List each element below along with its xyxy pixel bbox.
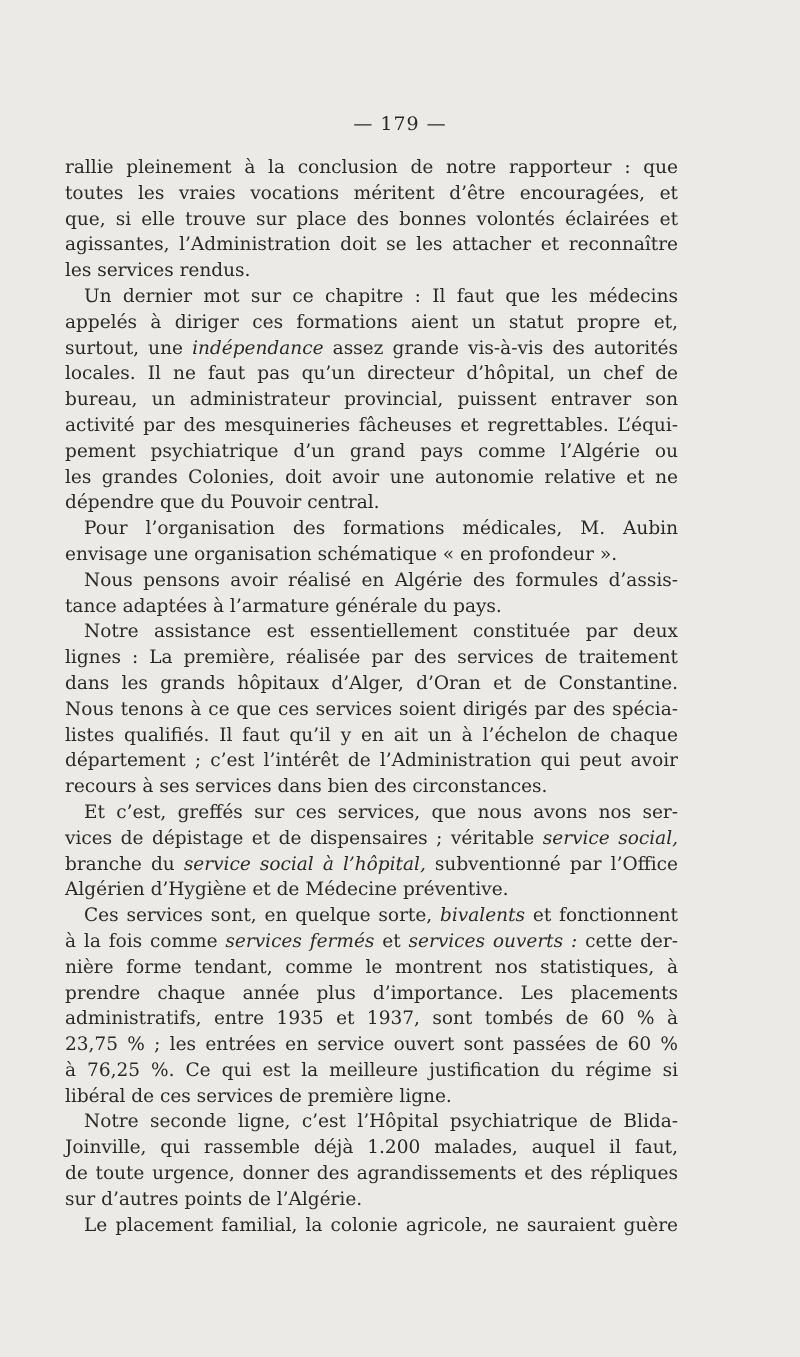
- italic-phrase: service social à l’hôpital,: [183, 853, 426, 875]
- text-line: [65, 1161, 678, 1187]
- text-line: [65, 490, 678, 516]
- text-line: [65, 1058, 678, 1084]
- text-line: [65, 1187, 678, 1213]
- text-run: rallie pleinement à la conclusion de notre rapporteur : que: [65, 157, 678, 178]
- text-run: dans les grands hôpitaux d’Alger, d’Oran et de Constantine.: [65, 672, 678, 694]
- text-run: bureau, un administrateur provincial, puissent entraver son: [65, 389, 678, 411]
- text-line: [65, 748, 678, 774]
- text-line: [65, 800, 678, 826]
- text-line: [65, 1135, 678, 1161]
- text-run: administratifs, entre 1935 et 1937, sont tombés de 60 % à: [65, 1008, 678, 1030]
- italic-phrase: service social,: [542, 827, 678, 849]
- text-run: envisage une organisation schématique « en profondeur ».: [65, 543, 618, 565]
- text-run: agissantes, l’Administration doit se les attacher et reconnaître: [65, 234, 678, 256]
- text-line: [65, 697, 678, 723]
- text-run: à 76,25 %. Ce qui est la meilleure justification du régime si: [65, 1059, 678, 1081]
- text-line: [65, 258, 678, 284]
- text-run: subventionné par l’Office: [425, 853, 678, 875]
- text-line: [65, 232, 678, 258]
- text-run: les grandes Colonies, doit avoir une autonomie relative et ne: [65, 466, 678, 488]
- text-run: listes qualifiés. Il faut qu’il y en ait un à l’échelon de chaque: [65, 724, 678, 746]
- text-line: [65, 465, 678, 491]
- italic-phrase: services ouverts :: [408, 930, 578, 952]
- text-run: Le placement familial, la colonie agricole, ne sauraient guère: [84, 1214, 678, 1236]
- text-line: [65, 594, 678, 620]
- text-line: [65, 516, 678, 542]
- text-line: [65, 619, 678, 645]
- text-line: [65, 981, 678, 1007]
- text-run: branche du: [65, 853, 184, 875]
- text-run: assez grande vis-à-vis des autorités: [323, 337, 679, 359]
- italic-phrase: indépendance: [192, 337, 324, 359]
- text-line: [65, 671, 678, 697]
- text-run: tance adaptées à l’armature générale du pays.: [65, 595, 502, 617]
- text-run: que, si elle trouve sur place des bonnes volontés éclairées et: [65, 208, 678, 230]
- text-line: [65, 155, 678, 181]
- text-line: [65, 284, 678, 310]
- text-run: Et c’est, greffés sur ces services, que nous avons nos ser-: [84, 801, 678, 823]
- text-line: [65, 439, 678, 465]
- text-run: Ces services sont, en quelque sorte,: [84, 905, 441, 927]
- text-run: sur d’autres points de l’Algérie.: [65, 1188, 363, 1210]
- text-run: prendre chaque année plus d’importance. Les placements: [65, 982, 678, 1004]
- text-line: [65, 387, 678, 413]
- text-run: Joinville, qui rassemble déjà 1.200 malades, auquel il faut,: [65, 1137, 678, 1159]
- text-line: [65, 826, 678, 852]
- text-run: et fonctionnent: [525, 905, 678, 927]
- text-line: [65, 207, 678, 233]
- text-run: département ; c’est l’intérêt de l’Administration qui peut avoir: [65, 750, 678, 772]
- page-number: — 179 —: [353, 113, 447, 135]
- italic-phrase: services fermés: [225, 930, 375, 952]
- text-run: Notre seconde ligne, c’est l’Hôpital psychiatrique de Blida-: [84, 1111, 678, 1133]
- text-line: [65, 645, 678, 671]
- text-run: dépendre que du Pouvoir central.: [65, 492, 380, 514]
- text-line: [65, 568, 678, 594]
- text-run: Algérien d’Hygiène et de Médecine préventive.: [65, 879, 509, 901]
- text-line: [65, 774, 678, 800]
- text-run: Nous tenons à ce que ces services soient dirigés par des spécia-: [65, 698, 678, 720]
- text-run: Un dernier mot sur ce chapitre : Il faut que les médecins: [84, 285, 678, 307]
- text-run: à la fois comme: [65, 930, 226, 952]
- text-line: [65, 1006, 678, 1032]
- body-text: [65, 155, 678, 1238]
- text-run: locales. Il ne faut pas qu’un directeur d’hôpital, un chef de: [65, 363, 678, 385]
- text-line: [65, 723, 678, 749]
- text-line: [65, 413, 678, 439]
- text-line: [65, 929, 678, 955]
- text-run: libéral de ces services de première ligne.: [65, 1085, 452, 1107]
- text-line: [65, 1213, 678, 1239]
- text-run: toutes les vraies vocations méritent d’être encouragées, et: [65, 182, 678, 204]
- text-run: activité par des mesquineries fâcheuses et regrettables. L’équi-: [65, 414, 678, 436]
- text-line: [65, 336, 678, 362]
- text-run: Nous pensons avoir réalisé en Algérie des formules d’assis-: [84, 569, 678, 591]
- text-run: Pour l’organisation des formations médicales, M. Aubin: [84, 518, 678, 540]
- text-run: surtout, une: [65, 337, 193, 359]
- text-line: [65, 1032, 678, 1058]
- text-line: [65, 181, 678, 207]
- text-run: de toute urgence, donner des agrandissements et des répliques: [65, 1163, 678, 1185]
- text-run: appelés à diriger ces formations aient un statut propre et,: [65, 311, 678, 333]
- text-run: les services rendus.: [65, 260, 251, 282]
- text-run: vices de dépistage et de dispensaires ; véritable: [65, 827, 543, 849]
- text-line: [65, 877, 678, 903]
- text-run: 23,75 % ; les entrées en service ouvert sont passées de 60 %: [65, 1034, 678, 1056]
- text-line: [65, 852, 678, 878]
- text-run: et: [374, 930, 409, 952]
- text-run: lignes : La première, réalisée par des services de traitement: [65, 647, 678, 669]
- text-line: [65, 903, 678, 929]
- text-line: [65, 1109, 678, 1135]
- text-run: pement psychiatrique d’un grand pays comme l’Algérie ou: [65, 440, 678, 462]
- text-line: [65, 361, 678, 387]
- text-run: nière forme tendant, comme le montrent nos statistiques, à: [65, 956, 678, 978]
- text-line: [65, 310, 678, 336]
- text-line: [65, 1084, 678, 1110]
- italic-phrase: bivalents: [440, 905, 525, 927]
- text-run: recours à ses services dans bien des circonstances.: [65, 776, 548, 798]
- text-line: [65, 542, 678, 568]
- text-line: [65, 955, 678, 981]
- text-run: cette der-: [577, 930, 678, 952]
- text-run: Notre assistance est essentiellement constituée par deux: [84, 621, 678, 643]
